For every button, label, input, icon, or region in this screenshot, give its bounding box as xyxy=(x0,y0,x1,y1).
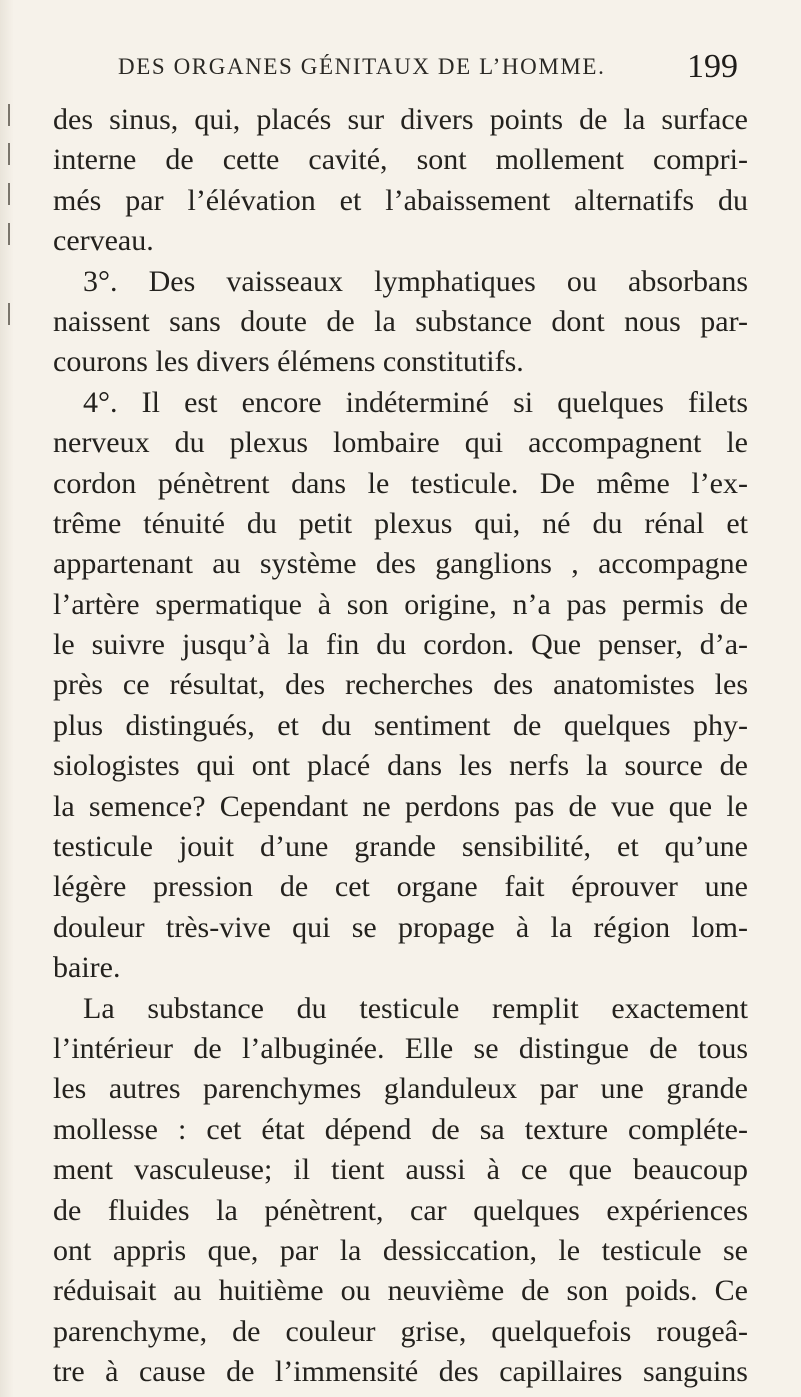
text-line: la semence? Cependant ne perdons pas de vue que le xyxy=(53,789,748,823)
text-line: més par l’élévation et l’abaissement alternatifs du xyxy=(53,183,748,217)
text-line: interne de cette cavité, sont mollement compri- xyxy=(53,143,748,177)
text-line: les autres parenchymes glanduleux par une grande xyxy=(53,1072,748,1106)
text-line: ont appris que, par la dessiccation, le testicule se xyxy=(53,1233,748,1267)
text-line: trême ténuité du petit plexus qui, né du rénal et xyxy=(53,506,748,540)
text-line: 4°. Il est encore indéterminé si quelques filets xyxy=(83,385,748,419)
page-number: 199 xyxy=(687,48,738,85)
text-line: cordon pénètrent dans le testicule. De même l’ex- xyxy=(53,466,748,500)
text-line: l’artère spermatique à son origine, n’a pas permis de xyxy=(53,587,748,621)
text-line: baire. xyxy=(53,951,121,985)
gutter-mark xyxy=(8,143,10,165)
gutter-mark xyxy=(8,303,10,325)
text-line: cerveau. xyxy=(53,224,154,258)
gutter-mark xyxy=(8,223,10,245)
page-gutter xyxy=(0,0,14,1397)
text-line: ment vasculeuse; il tient aussi à ce que beaucoup xyxy=(53,1153,748,1187)
text-line: courons les divers élémens constitutifs. xyxy=(53,345,524,379)
text-line: mollesse : cet état dépend de sa texture compléte- xyxy=(53,1112,748,1146)
running-title: DES ORGANES GÉNITAUX DE L’HOMME. xyxy=(118,54,606,79)
text-line: légère pression de cet organe fait éprouver une xyxy=(53,870,748,904)
text-line: réduisait au huitième ou neuvième de son poids. Ce xyxy=(53,1274,748,1308)
text-line: de fluides la pénètrent, car quelques expériences xyxy=(53,1193,748,1227)
text-line: l’intérieur de l’albuginée. Elle se distingue de tous xyxy=(53,1031,748,1065)
text-line: le suivre jusqu’à la fin du cordon. Que penser, d’a- xyxy=(53,628,748,662)
text-line: 3°. Des vaisseaux lymphatiques ou absorbans xyxy=(83,264,748,298)
text-line: appartenant au système des ganglions , accompagne xyxy=(53,547,748,581)
text-line: nerveux du plexus lombaire qui accompagnent le xyxy=(53,426,748,460)
text-line: naissent sans doute de la substance dont nous par- xyxy=(53,304,748,338)
text-line: plus distingués, et du sentiment de quelques phy- xyxy=(53,708,748,742)
text-line: tre à cause de l’immensité des capillaires sanguins xyxy=(53,1355,748,1389)
text-line: testicule jouit d’une grande sensibilité, et qu’une xyxy=(53,830,748,864)
text-line: des sinus, qui, placés sur divers points de la surface xyxy=(53,103,748,136)
page-header xyxy=(118,46,738,90)
gutter-mark xyxy=(8,183,10,205)
text-line: siologistes qui ont placé dans les nerfs la source de xyxy=(53,749,748,783)
text-line: près ce résultat, des recherches des anatomistes les xyxy=(53,668,748,702)
gutter-mark xyxy=(8,104,10,126)
body-text xyxy=(53,100,748,1393)
text-line: douleur très-vive qui se propage à la région lom- xyxy=(53,910,748,944)
text-line: parenchyme, de couleur grise, quelquefois rougeâ- xyxy=(53,1314,748,1348)
text-line: La substance du testicule remplit exactement xyxy=(83,991,748,1025)
